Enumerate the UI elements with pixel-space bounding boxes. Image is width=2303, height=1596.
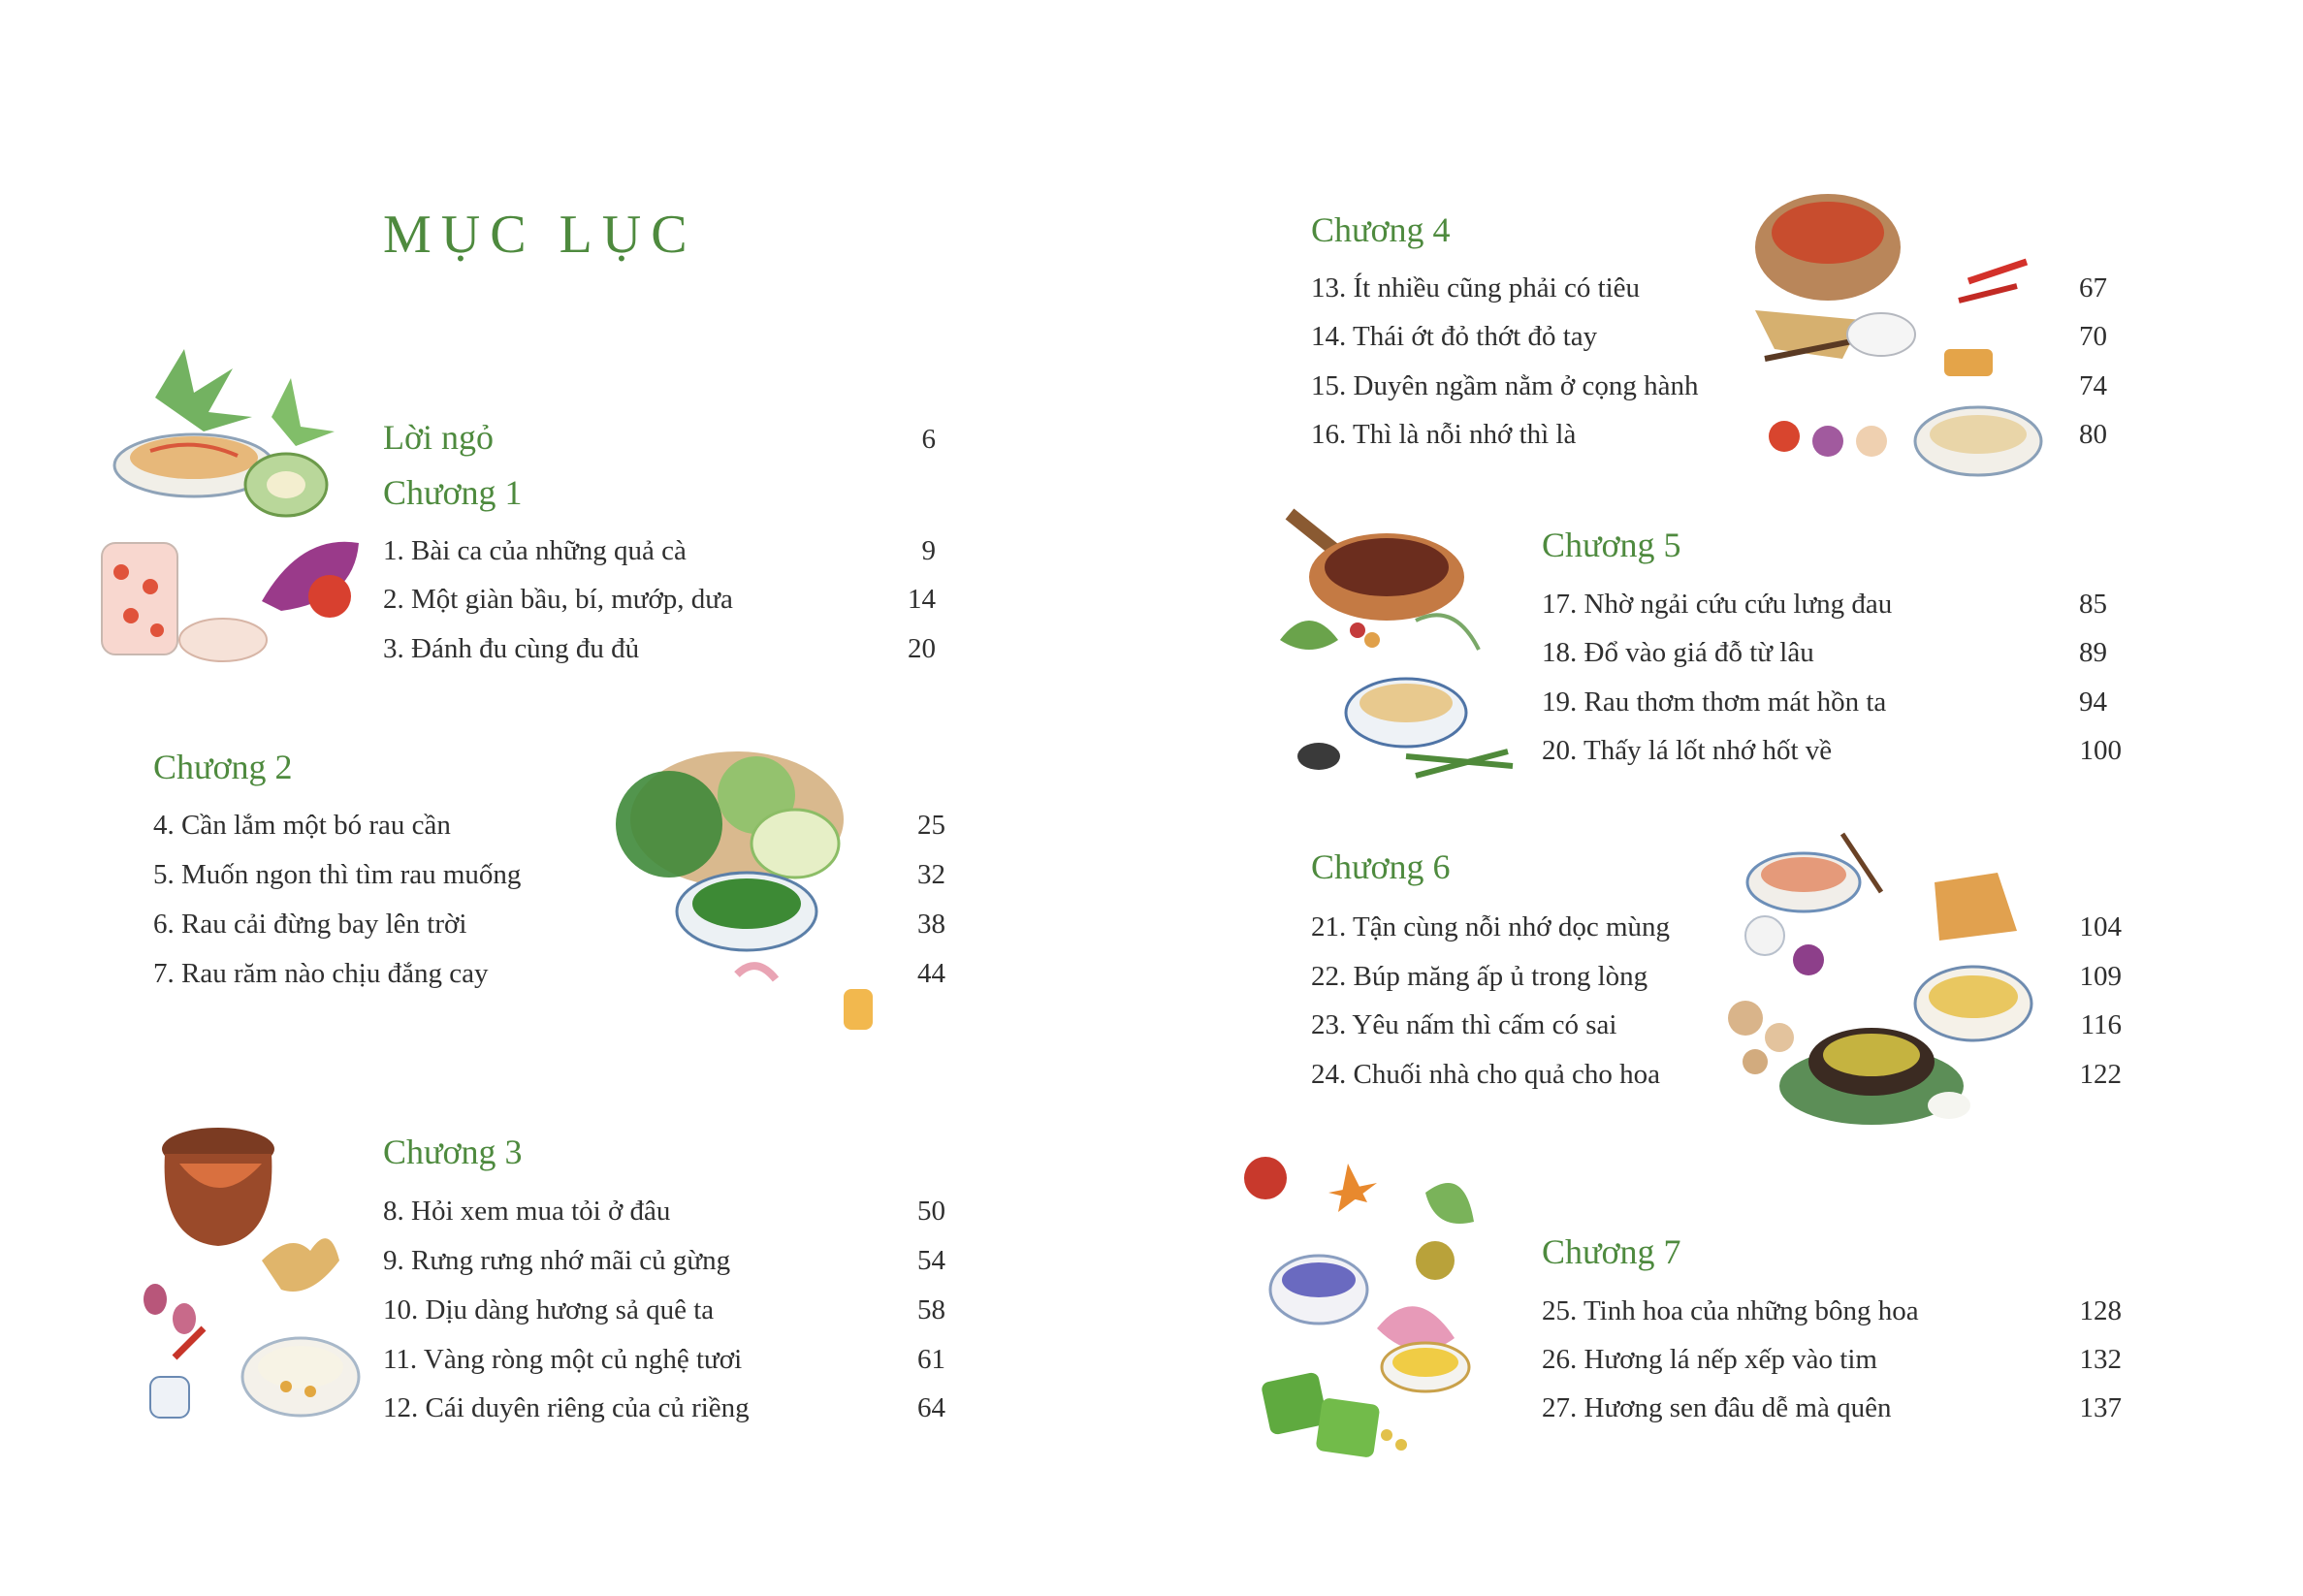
- toc-entry[interactable]: 12. Cái duyên riêng của củ riềng: [383, 1392, 750, 1423]
- toc-page: 64: [917, 1392, 945, 1423]
- toc-entry[interactable]: 9. Rưng rưng nhớ mãi củ gừng: [383, 1245, 731, 1276]
- toc-entry[interactable]: 10. Dịu dàng hương sả quê ta: [383, 1294, 715, 1325]
- herb-illustration-ch5: [1270, 495, 1522, 795]
- dish-illustration-ch4: [1736, 175, 2056, 485]
- toc-page: 14: [908, 584, 936, 615]
- toc-entry[interactable]: 19. Rau thơm thơm mát hồn ta: [1542, 686, 1887, 718]
- sauce-dish-icon: [1793, 944, 1824, 975]
- toc-page: 80: [2079, 419, 2107, 450]
- toc-page: 85: [2079, 589, 2107, 620]
- toc-entry[interactable]: 16. Thì là nỗi nhớ thì là: [1311, 419, 1577, 450]
- chapter-1-heading[interactable]: Chương 1: [383, 473, 523, 512]
- tea-cup-icon: [150, 1377, 189, 1418]
- flame-flower-icon: [1244, 1157, 1287, 1199]
- dish-illustration-ch6: [1726, 824, 2046, 1154]
- vegetable-illustration-ch1: [97, 339, 368, 669]
- toc-page: 67: [2079, 272, 2107, 303]
- toc-entry[interactable]: 22. Búp măng ấp ủ trong lòng: [1311, 961, 1648, 992]
- toc-page: 50: [917, 1196, 945, 1227]
- toc-page: 89: [2079, 637, 2107, 668]
- toc-entry[interactable]: 25. Tinh hoa của những bông hoa: [1542, 1295, 1919, 1326]
- toc-entry[interactable]: 21. Tận cùng nỗi nhớ dọc mùng: [1311, 911, 1671, 942]
- sunflower-seed-icon: [1416, 1241, 1455, 1280]
- toc-page: 128: [2079, 1295, 2122, 1326]
- toc-entry[interactable]: 3. Đánh đu cùng đu đủ: [383, 633, 640, 664]
- toc-page: 70: [2079, 321, 2107, 352]
- toc-page: 132: [2079, 1344, 2122, 1375]
- green-rice-cake-icon: [1261, 1371, 1328, 1435]
- toc-entry[interactable]: 7. Rau răm nào chịu đắng cay: [153, 958, 489, 989]
- toc-page: 58: [917, 1294, 945, 1325]
- toc-page: 32: [917, 859, 945, 890]
- toc-entry[interactable]: 24. Chuối nhà cho quả cho hoa: [1311, 1059, 1661, 1090]
- intro-page: 6: [921, 424, 936, 455]
- page-title: MỤC LỤC: [383, 205, 697, 265]
- rice-cake-icon: [1928, 1092, 1970, 1119]
- toc-page: 38: [917, 909, 945, 940]
- toc-entry[interactable]: 23. Yêu nấm thì cấm có sai: [1311, 1009, 1617, 1040]
- spring-roll-icon: [1944, 349, 1993, 376]
- sauce-dish-icon: [1769, 421, 1800, 452]
- cabbage-icon: [752, 810, 839, 878]
- toc-entry[interactable]: 4. Cần lắm một bó rau cần: [153, 810, 451, 841]
- chapter-5-heading[interactable]: Chương 5: [1542, 526, 1681, 564]
- toc-page: 20: [908, 633, 936, 664]
- toc-page: 100: [2079, 735, 2122, 766]
- toc-entry[interactable]: 27. Hương sen đâu dễ mà quên: [1542, 1392, 1892, 1423]
- toc-page: 25: [917, 810, 945, 841]
- papaya-leaf-icon: [155, 349, 335, 446]
- tomato-icon: [308, 575, 351, 618]
- toc-entry[interactable]: 26. Hương lá nếp xếp vào tim: [1542, 1344, 1877, 1375]
- toc-entry[interactable]: 20. Thấy lá lốt nhớ hốt về: [1542, 735, 1833, 766]
- toc-entry[interactable]: 11. Vàng ròng một củ nghệ tươi: [383, 1344, 743, 1375]
- ginger-icon: [262, 1238, 339, 1292]
- toc-entry[interactable]: 1. Bài ca của những quả cà: [383, 535, 687, 566]
- toc-page: 54: [917, 1245, 945, 1276]
- chapter-3-heading[interactable]: Chương 3: [383, 1133, 523, 1171]
- toc-entry[interactable]: 15. Duyên ngầm nằm ở cọng hành: [1311, 370, 1699, 401]
- vegetable-illustration-ch2: [611, 737, 892, 1047]
- papaya-salad-icon: [130, 436, 258, 479]
- toc-page: 61: [917, 1344, 945, 1375]
- dill-icon: [1416, 615, 1479, 650]
- pickled-eggplant-bowl-icon: [179, 619, 267, 661]
- chapter-4-heading[interactable]: Chương 4: [1311, 210, 1451, 249]
- toc-page: 122: [2079, 1059, 2122, 1090]
- rice-bowl-icon: [1847, 313, 1915, 356]
- daylily-icon: [1328, 1164, 1377, 1212]
- flower-illustration-ch7: [1231, 1144, 1542, 1474]
- pickle-jar-icon: [102, 543, 177, 654]
- red-chili-icon: [1968, 262, 2027, 281]
- toc-entry[interactable]: 17. Nhờ ngải cứu cứu lưng đau: [1542, 589, 1893, 620]
- shallot-icon: [144, 1284, 167, 1315]
- long-bean-icon: [1406, 751, 1513, 776]
- toc-page: 137: [2079, 1392, 2122, 1423]
- mushroom-icon: [1728, 1001, 1763, 1036]
- toc-entry[interactable]: 8. Hỏi xem mua tỏi ở đâu: [383, 1196, 671, 1227]
- toc-page: 104: [2079, 911, 2122, 942]
- spice-illustration-ch3: [145, 1096, 378, 1425]
- leaf-icon: [1425, 1183, 1474, 1224]
- toc-page: 9: [921, 535, 936, 566]
- small-bowl-icon: [1745, 916, 1784, 955]
- toc-page: 116: [2080, 1009, 2122, 1040]
- toc-entry[interactable]: 2. Một giàn bầu, bí, mướp, dưa: [383, 584, 733, 615]
- garlic-icon: [737, 966, 776, 979]
- fried-dough-icon: [1935, 873, 2017, 941]
- chapter-6-heading[interactable]: Chương 6: [1311, 847, 1451, 886]
- toc-entry[interactable]: 5. Muốn ngon thì tìm rau muống: [153, 859, 522, 890]
- toc-entry[interactable]: 18. Đổ vào giá đỗ từ lâu: [1542, 637, 1814, 668]
- greens-bunch-icon: [616, 771, 722, 878]
- toc-page: 109: [2079, 961, 2122, 992]
- intro-heading[interactable]: Lời ngỏ: [383, 418, 495, 457]
- toc-page: 94: [2079, 686, 2107, 718]
- toc-entry[interactable]: 14. Thái ớt đỏ thớt đỏ tay: [1311, 321, 1598, 352]
- herb-sprig-icon: [1280, 621, 1338, 650]
- chapter-2-heading[interactable]: Chương 2: [153, 748, 293, 786]
- toc-entry[interactable]: 13. Ít nhiều cũng phải có tiêu: [1311, 272, 1641, 303]
- toc-entry[interactable]: 6. Rau cải đừng bay lên trời: [153, 909, 467, 940]
- chapter-7-heading[interactable]: Chương 7: [1542, 1232, 1681, 1271]
- avocado-icon: [1297, 743, 1340, 770]
- toc-page: 74: [2079, 370, 2107, 401]
- sauce-jar-icon: [844, 989, 873, 1030]
- toc-page: 44: [917, 958, 945, 989]
